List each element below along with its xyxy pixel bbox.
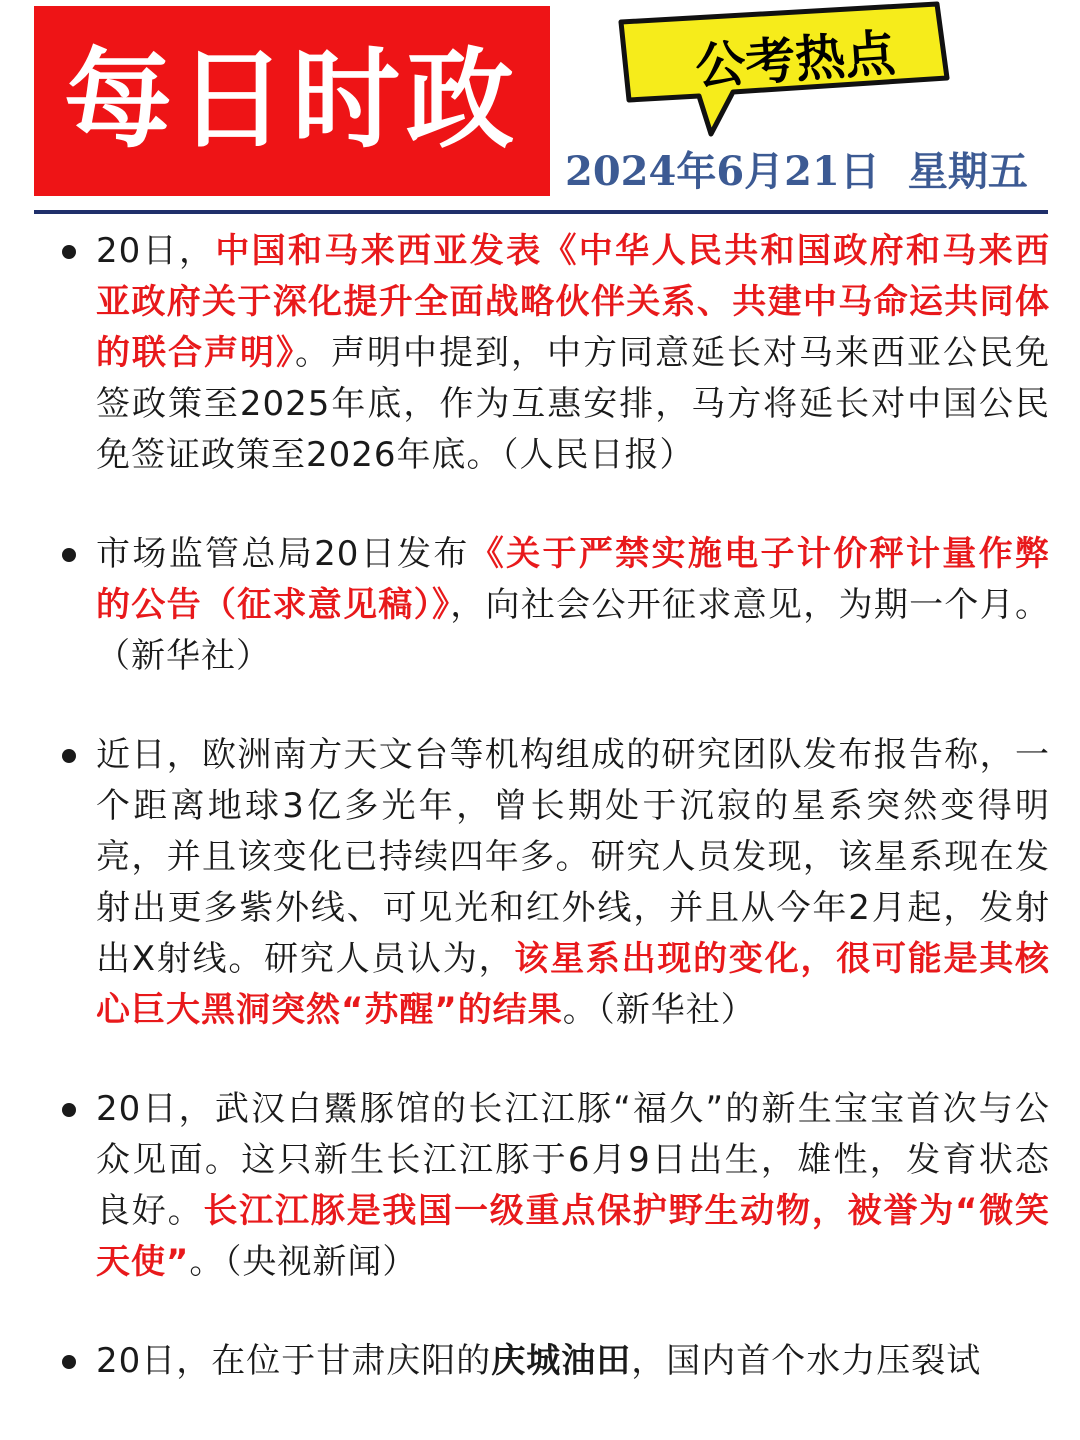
hot-topic-tag — [615, 0, 955, 140]
bullet-icon — [62, 245, 76, 259]
news-text: 近日，欧洲南方天文台等机构组成的研究团队发布报告称，一个距离地球3亿多光年，曾长期处于沉寂的星系突然变得明亮，并且该变化已持续四年多。研究人员发现，该星系现在发射出更多紫外线、可见光和红外线，并且从今年2月起，发射出X射线。研究人员认为， — [96, 735, 1050, 979]
header-divider — [34, 210, 1048, 214]
news-highlight: 中国和马来西亚发表《中华人民共和国政府和马来西亚政府关于深化提升全面战略伙伴关系、共建中马命运共同体的联合声明》 — [96, 231, 1050, 373]
news-item — [60, 226, 1050, 481]
page-title: 每日时政 — [63, 38, 520, 163]
date-text: 2024年6月21日 — [565, 148, 880, 195]
news-text: ，向社会公开征求意见，为期一个月。（新华社） — [96, 585, 1051, 676]
date-line — [565, 140, 1028, 197]
news-highlight: 该星系出现的变化，很可能是其核心巨大黑洞突然“苏醒”的结果 — [96, 939, 1050, 1030]
news-item — [60, 1084, 1050, 1288]
news-item — [60, 1336, 1050, 1387]
title-banner — [34, 6, 550, 196]
news-text: 市场监管总局20日发布 — [96, 534, 470, 574]
bullet-icon — [62, 749, 76, 763]
news-text: 20日， — [96, 231, 216, 271]
news-highlight: 《关于严禁实施电子计价秤计量作弊的公告（征求意见稿）》 — [96, 534, 1051, 625]
news-bold: 庆城油田 — [491, 1341, 632, 1381]
bullet-icon — [62, 1103, 76, 1117]
hot-topic-label: 公考热点 — [693, 24, 898, 96]
news-text: ，国内首个水力压裂试 — [631, 1341, 982, 1381]
weekday-text: 星期五 — [907, 148, 1028, 195]
news-highlight: 长江江豚是我国一级重点保护野生动物，被誉为“微笑天使” — [96, 1191, 1050, 1282]
news-list — [60, 226, 1050, 1435]
news-text: 。（央视新闻） — [189, 1242, 418, 1282]
bullet-icon — [62, 548, 76, 562]
news-item — [60, 730, 1050, 1036]
news-text: 20日，武汉白鱀豚馆的长江江豚“福久”的新生宝宝首次与公众见面。这只新生长江江豚于6月9日出生，雄性，发育状态良好。 — [96, 1089, 1050, 1231]
news-item — [60, 529, 1050, 682]
bullet-icon — [62, 1355, 76, 1369]
news-text: 。声明中提到，中方同意延长对马来西亚公民免签政策至2025年底，作为互惠安排，马方将延长对中国公民免签证政策至2026年底。（人民日报） — [96, 333, 1050, 475]
news-text: 。（新华社） — [562, 990, 756, 1030]
news-text: 20日，在位于甘肃庆阳的 — [96, 1341, 492, 1381]
